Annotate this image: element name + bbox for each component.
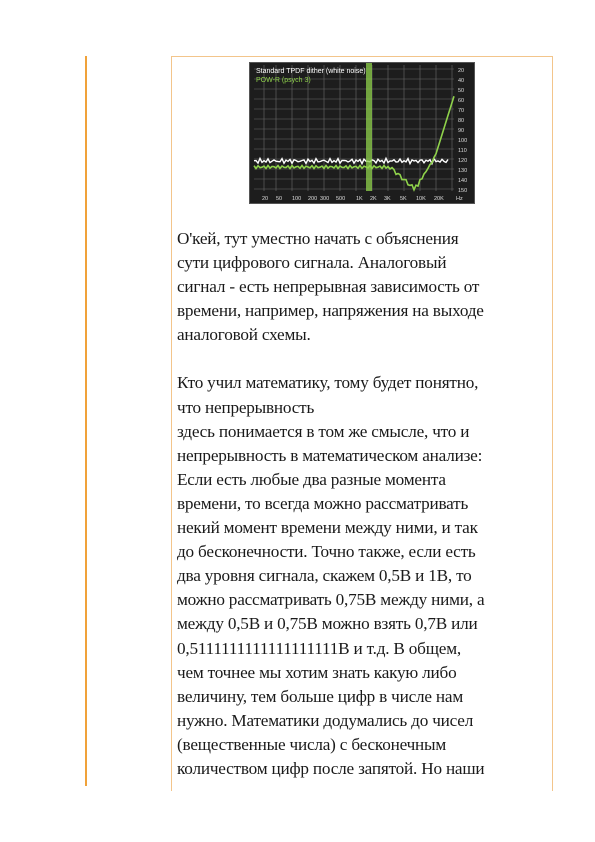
x-tick-label: 5K — [400, 196, 407, 202]
y-tick-label: 120 — [458, 158, 468, 164]
y-tick-label: 50 — [458, 88, 465, 94]
y-tick-label: 130 — [458, 168, 468, 174]
x-tick-label: 20 — [262, 196, 269, 202]
x-tick-label: 100 — [292, 196, 302, 202]
x-tick-label: 50 — [276, 196, 283, 202]
y-tick-label: 100 — [458, 138, 468, 144]
spectrum-figure — [249, 62, 475, 204]
figure-subtitle: POW-R (psych 3) — [256, 77, 311, 84]
y-tick-label: 150 — [458, 188, 468, 194]
article-text — [177, 227, 549, 781]
y-tick-labels — [458, 68, 467, 194]
y-tick-label: 90 — [458, 128, 465, 134]
y-tick-label: 140 — [458, 178, 468, 184]
y-tick-label: 110 — [458, 148, 467, 154]
y-tick-label: 40 — [458, 78, 465, 84]
frequency-marker — [366, 63, 372, 191]
x-tick-label: 1K — [356, 196, 363, 202]
margin-rule — [85, 56, 87, 786]
y-tick-label: 70 — [458, 108, 465, 114]
x-tick-label: 20K — [434, 196, 444, 202]
y-tick-label: 80 — [458, 118, 465, 124]
shaped-dither-curve — [254, 96, 454, 190]
x-tick-label: 500 — [336, 196, 346, 202]
x-tick-label: 300 — [320, 196, 330, 202]
y-tick-label: 60 — [458, 98, 465, 104]
x-tick-labels — [262, 196, 463, 202]
spectrum-plot — [250, 63, 474, 203]
figure-title: Standard TPDF dither (white noise) — [256, 68, 366, 75]
x-tick-label: 200 — [308, 196, 318, 202]
x-tick-label: 3K — [384, 196, 391, 202]
paragraph-2: Кто учил математику, тому будет понятно, что непрерывность здесь понимается в том же смысле, что и непрерывность в математическом анализе: Если есть любые два разные момента времени, то всегда можно рассматривать некий момент времени между ними, и так до бесконечности. Точно также, если есть два уровня сигнала, скажем 0,5В и 1В, то можно рассматривать 0,75В между ними, а между 0,5В и 0,75В можно взять 0,7В или 0,5111111111111111111В и т.д. В общем, чем точнее мы хотим знать какую либо величину, тем больше цифр в числе нам нужно. Математики додумались до чисел (вещественные числа) с бесконечным количеством цифр после запятой. Но наши — [177, 373, 485, 778]
x-tick-label: Hz — [456, 196, 463, 202]
x-tick-label: 2K — [370, 196, 377, 202]
y-tick-label: 20 — [458, 68, 465, 74]
paragraph-gap — [177, 347, 549, 371]
paragraph-1: О'кей, тут уместно начать с объяснения сути цифрового сигнала. Аналоговый сигнал - есть непрерывная зависимость от времени, например, напряжения на выходе аналоговой схемы. — [177, 229, 484, 345]
x-tick-label: 10K — [416, 196, 426, 202]
